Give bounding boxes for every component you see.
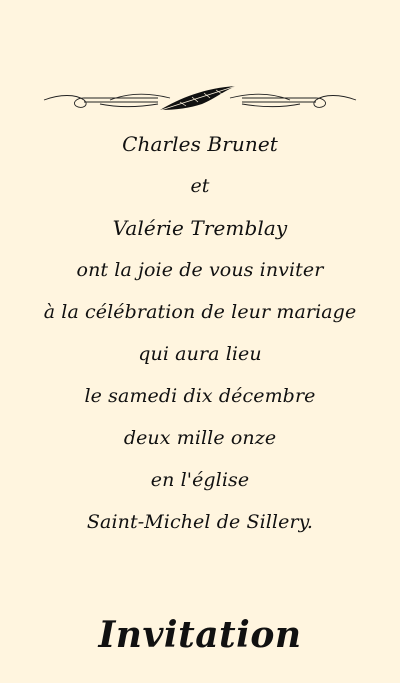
invitation-title: Invitation bbox=[98, 614, 302, 656]
quill-flourish-icon bbox=[40, 80, 360, 120]
venue-intro: en l'église bbox=[150, 469, 250, 491]
invitation-line-2: à la célébration de leur mariage bbox=[43, 301, 357, 323]
venue-name: Saint-Michel de Sillery. bbox=[86, 511, 314, 533]
invitation-text bbox=[0, 128, 400, 548]
conjunction: et bbox=[190, 175, 210, 197]
invitation-line-3: qui aura lieu bbox=[138, 343, 262, 365]
groom-name: Charles Brunet bbox=[122, 132, 278, 156]
bride-name: Valérie Tremblay bbox=[112, 216, 288, 240]
invitation-line-1: ont la joie de vous inviter bbox=[76, 259, 324, 281]
event-date: le samedi dix décembre bbox=[84, 385, 316, 407]
event-year: deux mille onze bbox=[123, 427, 277, 449]
